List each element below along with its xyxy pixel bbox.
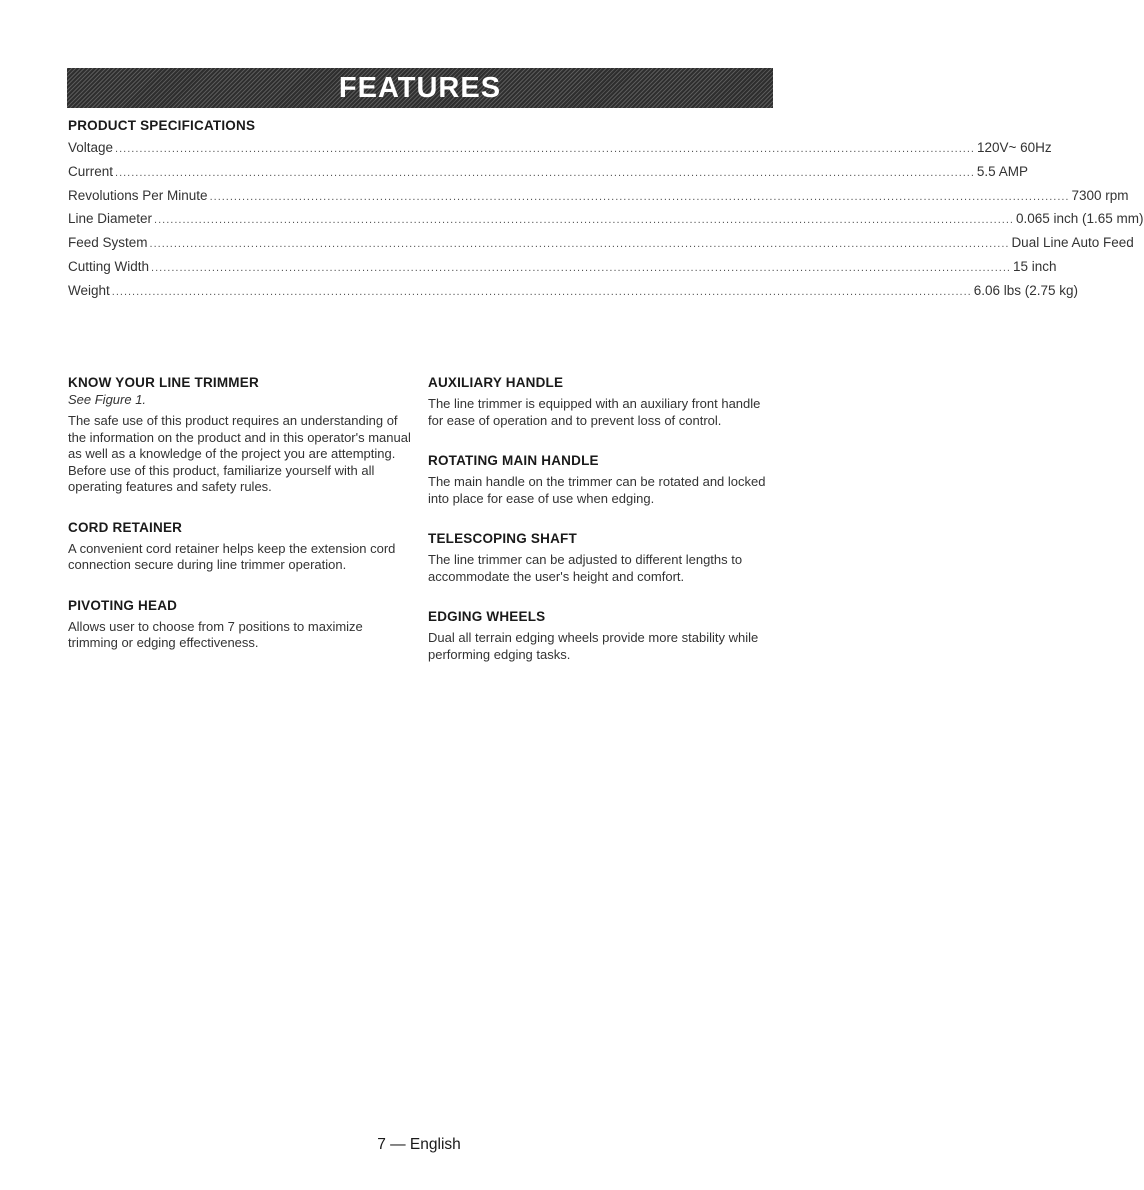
spec-label: Weight: [68, 282, 110, 298]
right-column: [428, 375, 773, 663]
spec-value: 5.5 AMP: [976, 163, 1028, 179]
section-title-auxiliary-handle: AUXILIARY HANDLE: [428, 375, 564, 390]
spec-label: Line Diameter: [68, 211, 153, 227]
spec-row: [68, 140, 1052, 164]
spec-row: [68, 282, 1078, 307]
spec-label: Feed System: [68, 235, 148, 251]
spec-row: [68, 163, 1028, 188]
spec-row: [68, 258, 1057, 283]
features-banner: [67, 68, 773, 108]
section-title-know-your-trimmer: KNOW YOUR LINE TRIMMER: [68, 375, 259, 390]
spec-value: 120V~ 60Hz: [976, 140, 1052, 155]
section-title-edging-wheels: EDGING WHEELS: [428, 609, 546, 624]
page-footer: 7 — English: [377, 1136, 461, 1153]
spec-row: [68, 235, 1134, 259]
dot-leader: ....................................................................................................................................................................................................................: [151, 261, 1011, 274]
dot-leader: ....................................................................................................................................................................................................................: [209, 190, 1070, 203]
section-title-telescoping-shaft: TELESCOPING SHAFT: [428, 531, 577, 546]
dot-leader: ....................................................................................................................................................................................................................: [115, 143, 975, 155]
dot-leader: ....................................................................................................................................................................................................................: [115, 166, 975, 179]
banner-title: FEATURES: [338, 71, 502, 104]
section-body-rotating-main-handle: The main handle on the trimmer can be rotated and locked into place for ease of use when edging.: [428, 474, 766, 506]
dot-leader: ....................................................................................................................................................................................................................: [154, 214, 1014, 227]
section-body-pivoting-head: Allows user to choose from 7 positions to maximize trimming or edging effectiveness.: [68, 618, 363, 650]
spec-row: [68, 211, 1144, 235]
spec-label: Voltage: [68, 140, 114, 155]
section-title-pivoting-head: PIVOTING HEAD: [68, 597, 178, 613]
spec-value: 6.06 lbs (2.75 kg): [973, 282, 1078, 298]
left-column: [68, 375, 413, 652]
spec-label: Revolutions Per Minute: [68, 187, 208, 203]
specifications-heading: PRODUCT SPECIFICATIONS: [68, 118, 256, 133]
section-body-auxiliary-handle: The line trimmer is equipped with an auxiliary front handle for ease of operation and to prevent loss of control.: [428, 396, 761, 428]
dot-leader: ....................................................................................................................................................................................................................: [111, 285, 972, 298]
spec-row: [68, 187, 1129, 212]
spec-label: Current: [68, 163, 114, 179]
spec-value: Dual Line Auto Feed: [1011, 235, 1134, 251]
dot-leader: ....................................................................................................................................................................................................................: [149, 238, 1010, 251]
section-body-cord-retainer: A convenient cord retainer helps keep the extension cord connection secure during line trimmer operation.: [68, 540, 396, 572]
figure-reference: See Figure 1.: [68, 392, 147, 407]
spec-value: 0.065 inch (1.65 mm): [1015, 211, 1144, 227]
spec-label: Cutting Width: [68, 258, 150, 274]
section-body-know-your-trimmer: The safe use of this product requires an understanding of the information on the product and in this operator's manual as well as a knowledge of the project you are attempting. Before use of this product, familiarize yourself with all operating features and safety rules.: [68, 413, 411, 494]
specifications-list: [68, 140, 1144, 307]
spec-value: 7300 rpm: [1071, 187, 1129, 203]
section-body-edging-wheels: Dual all terrain edging wheels provide more stability while performing edging tasks.: [428, 630, 759, 662]
section-title-cord-retainer: CORD RETAINER: [68, 519, 183, 535]
section-title-rotating-main-handle: ROTATING MAIN HANDLE: [428, 453, 599, 468]
section-body-telescoping-shaft: The line trimmer can be adjusted to different lengths to accommodate the user's height and comfort.: [428, 552, 743, 584]
spec-value: 15 inch: [1012, 258, 1057, 274]
